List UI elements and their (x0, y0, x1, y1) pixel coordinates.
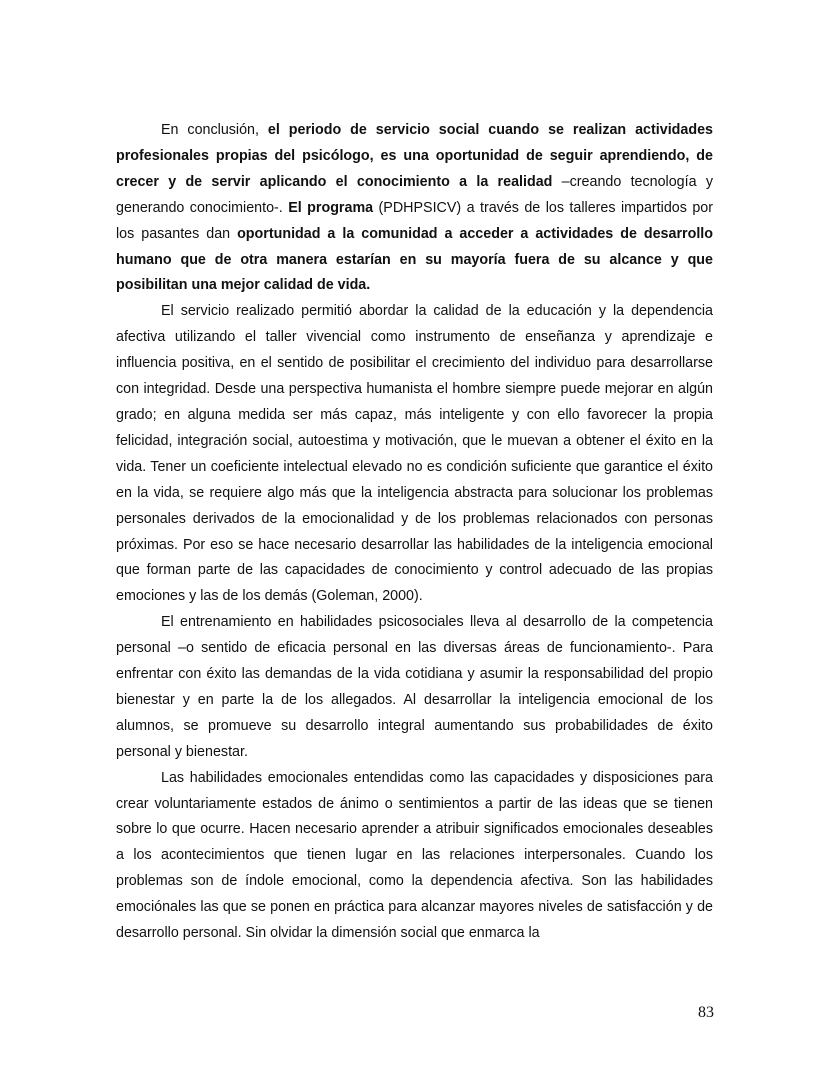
paragraph-segment: El servicio realizado permitió abordar la calidad de la educación y la dependencia afectiva utilizando el taller vivencial como instrumento de enseñanza y aprendizaje e influencia positiva, en el sentido de posibilitar el crecimiento del individuo para desarrollarse con integridad. Desde una perspectiva humanista el hombre siempre puede mejorar en algún grado; en alguna medida ser más capaz, más inteligente y con ello favorecer la propia felicidad, integración social, autoestima y motivación, que le muevan a obtener el éxito en la vida. Tener un coeficiente intelectual elevado no es condición suficiente que garantice el éxito en la vida, se requiere algo más que la inteligencia abstracta para solucionar los problemas personales derivados de la emocionalidad y de los problemas relacionados con personas próximas. Por eso se hace necesario desarrollar las habilidades de la inteligencia emocional que forman parte de las capacidades de conocimiento y control adecuado de las propias emociones y las de los demás (Goleman, 2000). (116, 303, 713, 605)
paragraph-segment: Las habilidades emocionales entendidas como las capacidades y disposiciones para crear voluntariamente estados de ánimo o sentimientos a partir de las ideas que se tienen sobre lo que ocurre. Hacen necesario aprender a atribuir significados emocionales deseables a los acontecimientos que tienen lugar en las relaciones interpersonales. Cuando los problemas son de índole emocional, como la dependencia afectiva. Son las habilidades emociónales las que se ponen en práctica para alcanzar mayores niveles de satisfacción y de desarrollo personal. Sin olvidar la dimensión social que enmarca la (116, 769, 713, 942)
paragraph-segment: –creando tecnología y generando conocimiento-. (116, 173, 713, 216)
paragraph-segment-bold: El programa (288, 199, 374, 216)
paragraph-entrenamiento (116, 610, 713, 765)
document-body (116, 118, 713, 947)
paragraph-segment-bold: el periodo de servicio social cuando se realizan actividades profesionales propias del psicólogo, es una oportunidad de seguir aprendiendo, de crecer y de servir aplicando el conocimiento a la realidad (116, 122, 713, 190)
paragraph-segment: (PDHPSICV) a través de los talleres impartidos por los pasantes dan (116, 199, 713, 242)
paragraph-segment: En conclusión, (161, 122, 268, 138)
paragraph-conclusion (116, 118, 713, 299)
paragraph-segment-bold: oportunidad a la comunidad a acceder a actividades de desarrollo humano que de otra manera estarían en su mayoría fuera de su alcance y que posibilitan una mejor calidad de vida. (116, 225, 713, 294)
paragraph-servicio (116, 299, 713, 610)
page-number: 83 (698, 1004, 714, 1021)
paragraph-habilidades (116, 766, 713, 947)
paragraph-segment: El entrenamiento en habilidades psicosociales lleva al desarrollo de la competencia personal –o sentido de eficacia personal en las diversas áreas de funcionamiento-. Para enfrentar con éxito las demandas de la vida cotidiana y asumir la responsabilidad del propio bienestar y en parte la de los allegados. Al desarrollar la inteligencia emocional de los alumnos, se promueve su desarrollo integral aumentando sus probabilidades de éxito personal y bienestar. (116, 614, 713, 760)
